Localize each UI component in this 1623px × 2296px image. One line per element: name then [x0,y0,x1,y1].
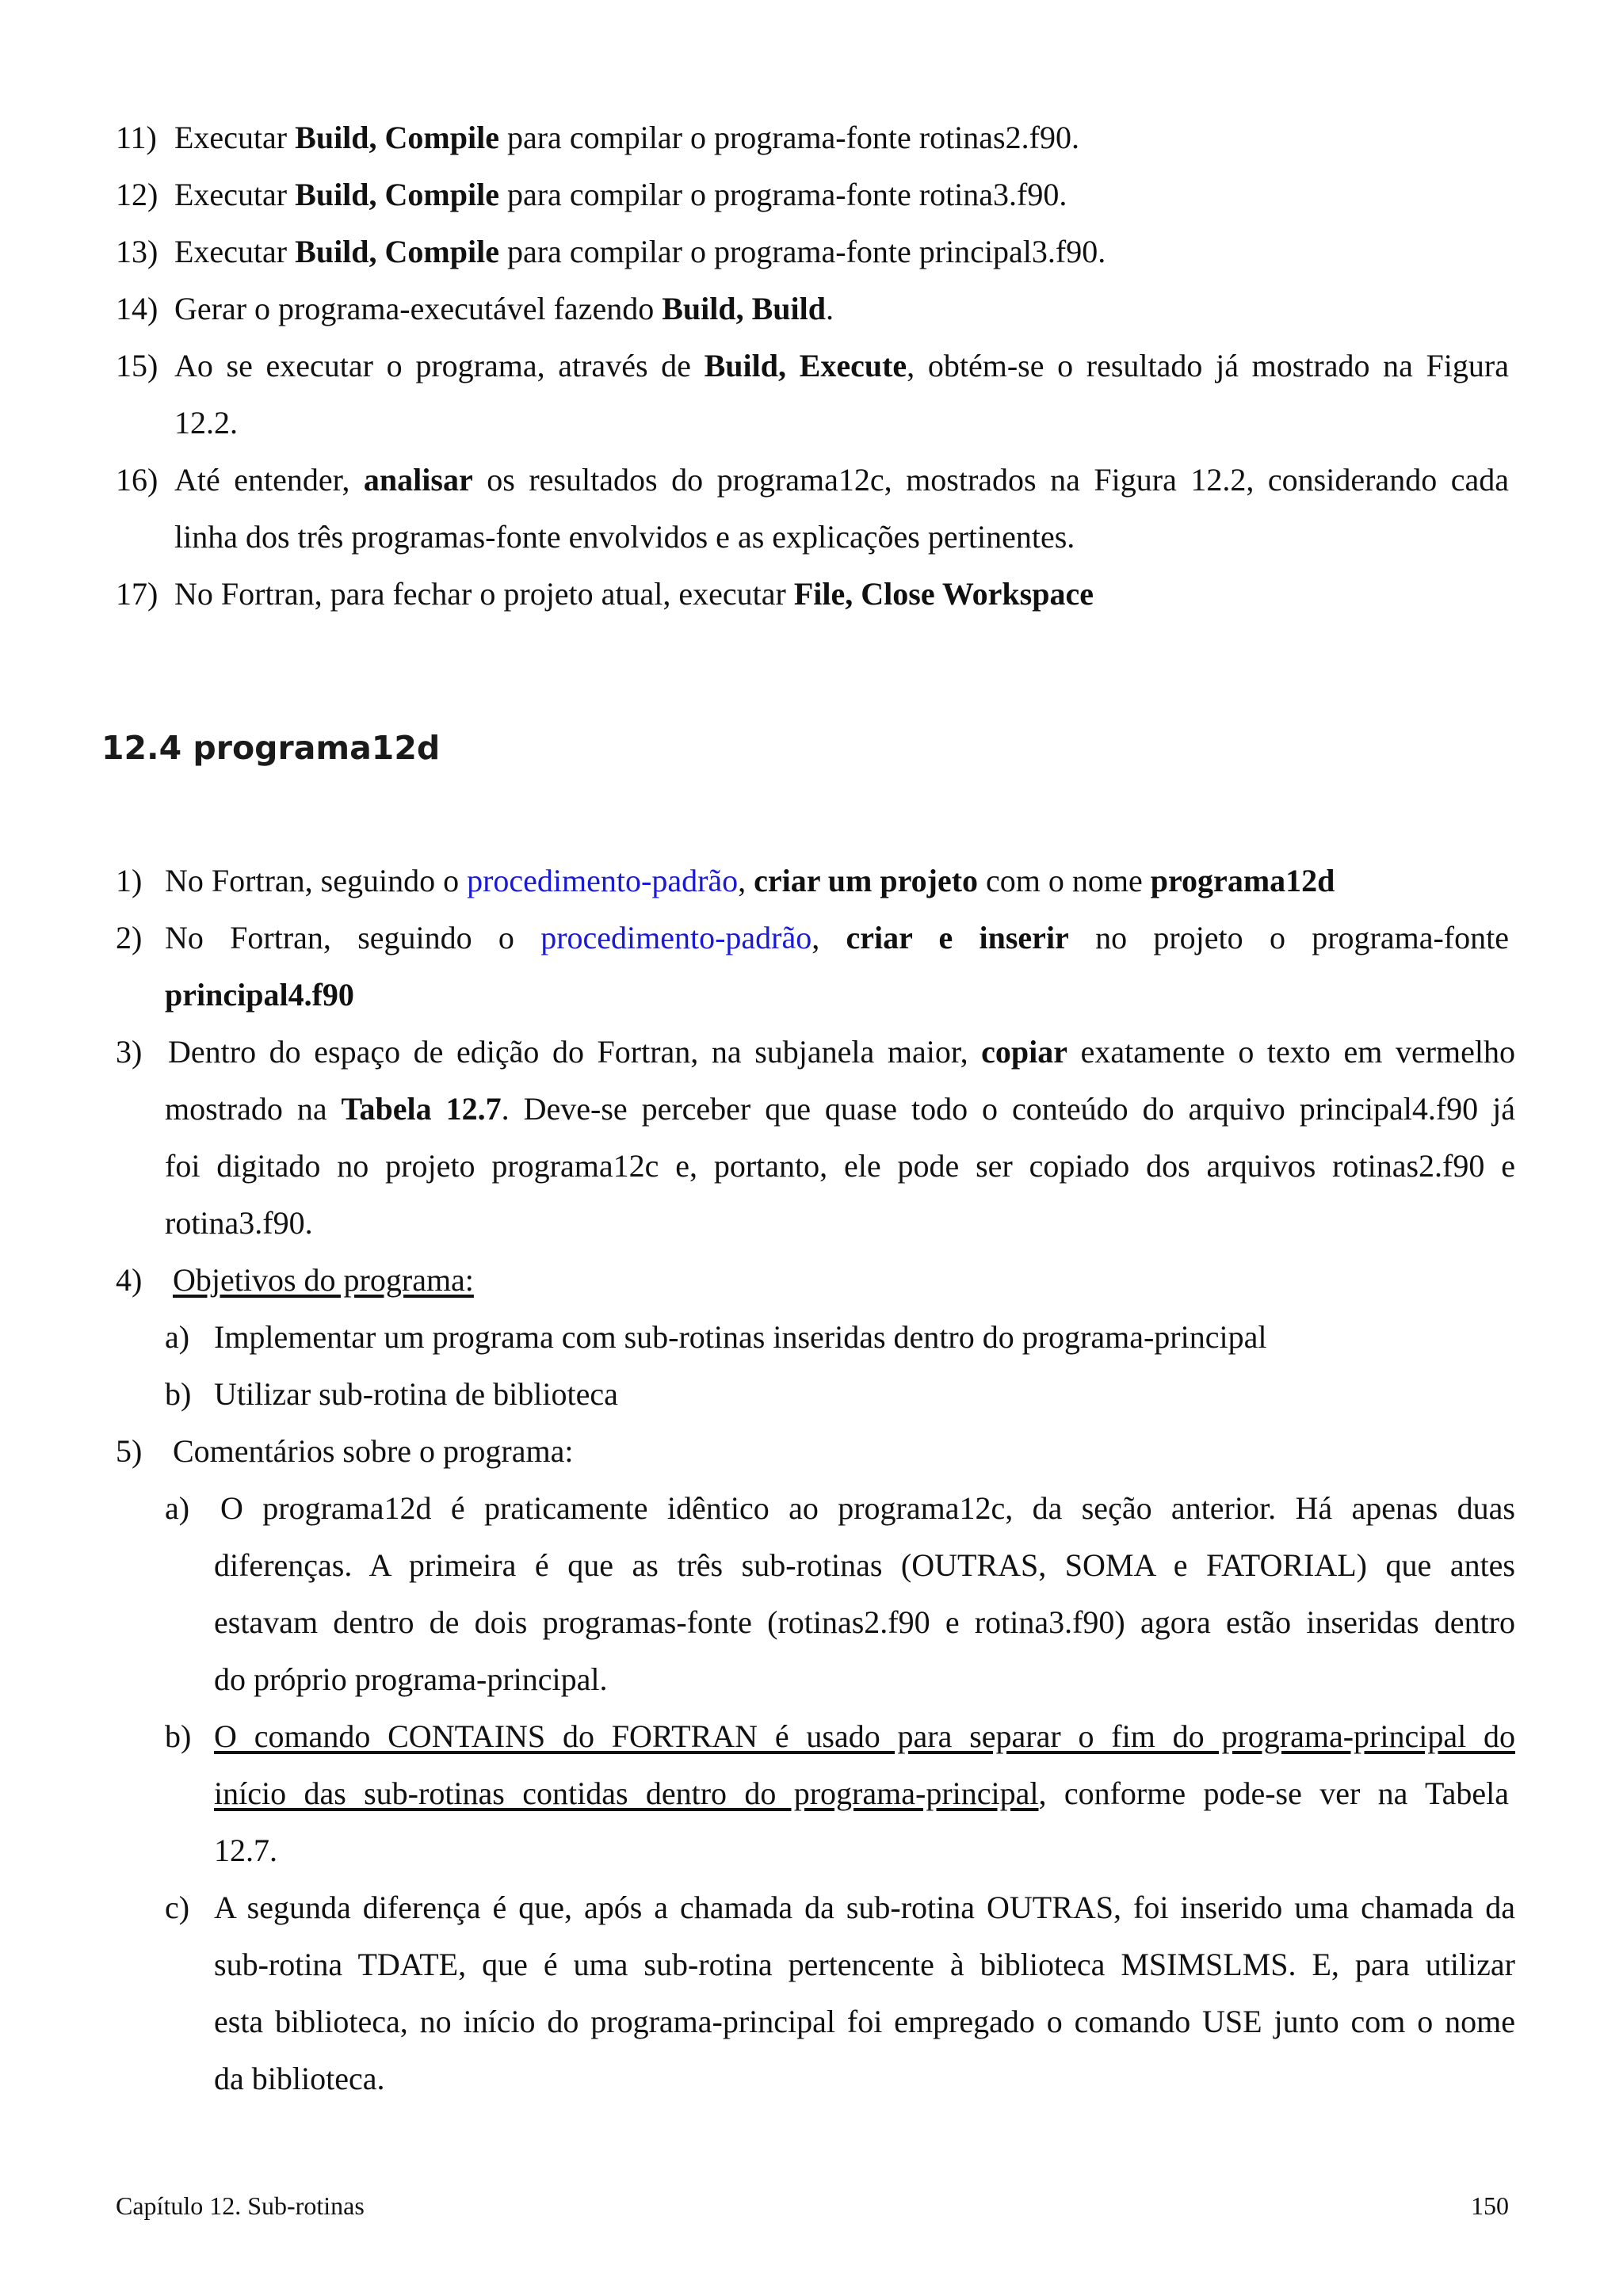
sublist-item-continuation: diferenças. A primeira é que as três sub-rotinas (OUTRAS, SOMA e FATORIAL) que antes [214,1547,1515,1583]
list-item-continuation: mostrado na Tabela 12.7. Deve-se perceber que quase todo o conteúdo do arquivo principal4.f90 já [165,1091,1516,1127]
sublist-item-continuation: do próprio programa-principal. [214,1661,608,1697]
list-item: Ao se executar o programa, através de Build, Execute, obtém-se o resultado já mostrado na Figura [174,348,1509,383]
list-number: 11) [116,120,157,155]
sublist-letter: a) [165,1490,190,1526]
list-item-continuation: rotina3.f90. [165,1205,313,1241]
sublist-letter: b) [165,1718,192,1754]
list-item: No Fortran, para fechar o projeto atual, executar File, Close Workspace [174,576,1094,612]
list-item: Executar Build, Compile para compilar o programa-fonte rotina3.f90. [174,177,1067,212]
sublist-letter: c) [165,1890,190,1925]
sublist-item-continuation: da biblioteca. [214,2061,385,2096]
list-item: Dentro do espaço de edição do Fortran, na subjanela maior, copiar exatamente o texto em vermelho [168,1034,1515,1070]
list-number: 5) [116,1433,143,1469]
list-number: 3) [116,1034,143,1070]
procedimento-padrao-link[interactable]: procedimento-padrão [467,863,739,898]
sublist-item: O comando CONTAINS do FORTRAN é usado para separar o fim do programa-principal do [214,1718,1515,1754]
comments-label: Comentários sobre o programa: [173,1433,574,1469]
list-item: Executar Build, Compile para compilar o programa-fonte principal3.f90. [174,234,1106,269]
sublist-item-continuation: 12.7. [214,1833,277,1868]
sublist-item-continuation: estavam dentro de dois programas-fonte (rotinas2.f90 e rotina3.f90) agora estão inseridas dentro [214,1604,1515,1640]
list-number: 17) [116,576,158,612]
list-item: Até entender, analisar os resultados do programa12c, mostrados na Figura 12.2, considerando cada [174,462,1509,498]
list-number: 4) [116,1262,143,1298]
section-heading: 12.4 programa12d [101,729,441,767]
sublist-item-continuation: sub-rotina TDATE, que é uma sub-rotina pertencente à biblioteca MSIMSLMS. E, para utilizar [214,1947,1515,1982]
footer-chapter: Capítulo 12. Sub-rotinas [116,2191,365,2220]
list-item-continuation: principal4.f90 [165,977,354,1013]
list-number: 14) [116,291,158,326]
list-item: Executar Build, Compile para compilar o programa-fonte rotinas2.f90. [174,120,1079,155]
sublist-item: Utilizar sub-rotina de biblioteca [214,1376,618,1412]
list-item: Gerar o programa-executável fazendo Build, Build. [174,291,834,326]
sublist-item: Implementar um programa com sub-rotinas inseridas dentro do programa-principal [214,1319,1267,1355]
list-item: No Fortran, seguindo o procedimento-padrão, criar um projeto com o nome programa12d [165,863,1335,898]
objectives-label: Objetivos do programa: [173,1262,474,1298]
page-number: 150 [1471,2191,1509,2220]
list-number: 2) [116,920,143,955]
procedimento-padrao-link[interactable]: procedimento-padrão [540,920,812,955]
list-item-continuation: foi digitado no projeto programa12c e, portanto, ele pode ser copiado dos arquivos rotinas2.f90 e [165,1148,1515,1184]
list-number: 1) [116,863,143,898]
list-number: 13) [116,234,158,269]
sublist-item: A segunda diferença é que, após a chamada da sub-rotina OUTRAS, foi inserido uma chamada da [214,1890,1515,1925]
sublist-letter: a) [165,1319,190,1355]
list-item-continuation: linha dos três programas-fonte envolvidos e as explicações pertinentes. [174,519,1075,555]
sublist-letter: b) [165,1376,192,1412]
list-number: 16) [116,462,158,498]
sublist-item-continuation: esta biblioteca, no início do programa-principal foi empregado o comando USE junto com o nome [214,2004,1515,2039]
list-number: 12) [116,177,158,212]
sublist-item-continuation: início das sub-rotinas contidas dentro do programa-principal, conforme pode-se ver na Tabela [214,1775,1510,1811]
sublist-item: O programa12d é praticamente idêntico ao programa12c, da seção anterior. Há apenas duas [220,1490,1515,1526]
list-item-continuation: 12.2. [174,405,238,441]
list-number: 15) [116,348,158,383]
list-item: No Fortran, seguindo o procedimento-padrão, criar e inserir no projeto o programa-fonte [165,920,1509,955]
